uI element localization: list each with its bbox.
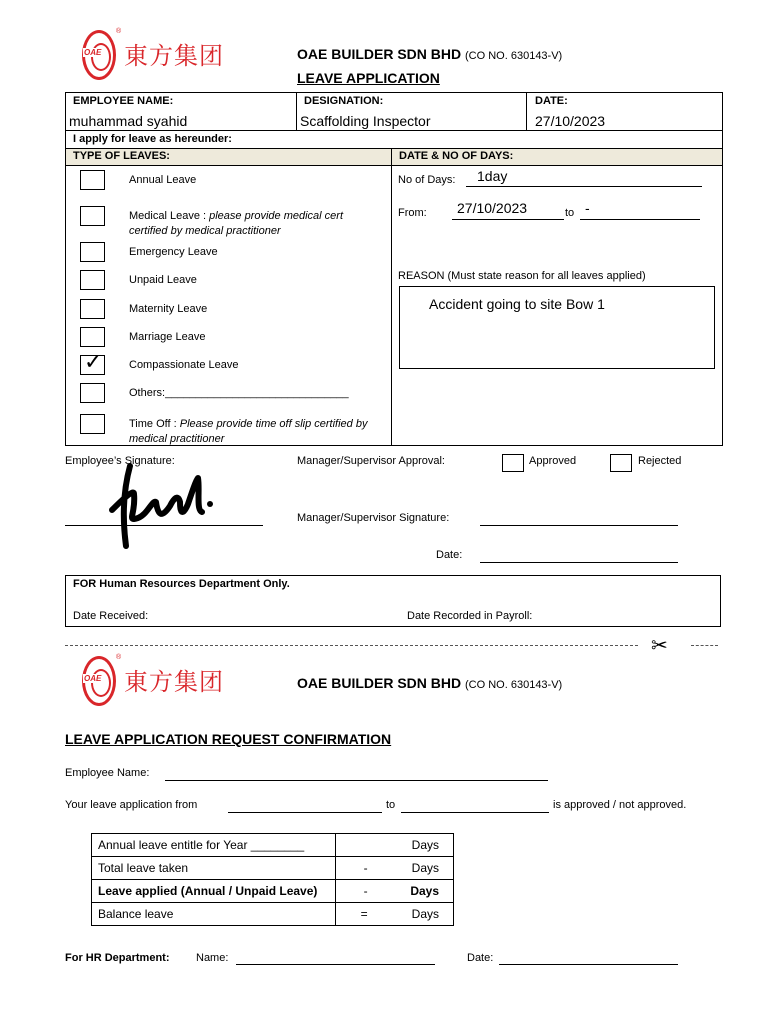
leave-type-label: Unpaid Leave (129, 274, 197, 286)
hr-department-label: For HR Department: (65, 952, 170, 964)
cut-line (65, 645, 638, 646)
date-sign-line[interactable] (480, 562, 678, 563)
leave-type-label: Time Off : Please provide time off slip certified by medical practitioner (129, 418, 368, 445)
leave-type-checkbox[interactable] (80, 414, 105, 434)
date-cell[interactable]: DATE: 27/10/2023 (526, 92, 723, 131)
table-row (92, 857, 454, 880)
leave-type-label: Medical Leave : please provide medical cert certified by medical practitioner (129, 210, 344, 237)
leave-type-checkbox[interactable] (80, 206, 105, 226)
designation-value: Scaffolding Inspector (300, 113, 431, 129)
leave-type-note: Please provide time off slip certified by medical practitioner (129, 418, 368, 445)
employee-name-value: muhammad syahid (69, 113, 188, 129)
conf-approved-text: is approved / not approved. (553, 799, 687, 811)
manager-signature-line[interactable] (480, 525, 678, 526)
balance-row-unit: Days (374, 857, 454, 880)
approved-label: Approved (529, 455, 577, 467)
no-of-days-label: No of Days: (398, 174, 456, 186)
employee-signature-label: Employee’s Signature: (65, 455, 175, 467)
logo-emblem-2: OAE (82, 656, 116, 706)
hr-name-label: Name: (196, 952, 229, 964)
balance-row-unit: Days (374, 880, 454, 903)
leave-balance-table (91, 833, 454, 926)
leave-type-checkbox[interactable] (80, 270, 105, 290)
to-value[interactable]: - (585, 200, 590, 216)
conf-application-from-label: Your leave application from (65, 799, 198, 811)
date-value: 27/10/2023 (535, 113, 606, 129)
company-reg-no: (CO NO. 630143-V) (465, 50, 563, 62)
leave-type-label: Emergency Leave (129, 246, 218, 258)
balance-row-label: Annual leave entitle for Year ________ (92, 834, 336, 857)
hr-name-line[interactable] (236, 964, 435, 965)
balance-row-unit: Days (374, 834, 454, 857)
apply-line: I apply for leave as hereunder: (65, 130, 723, 149)
company-name: OAE BUILDER SDN BHD (CO NO. 630143-V) (297, 46, 563, 62)
company-logo-2: OAE ® 東方集团 (82, 656, 232, 708)
leave-type-label: Others:______________________________ (129, 387, 349, 399)
from-value[interactable]: 27/10/2023 (457, 200, 528, 216)
hr-only-box: FOR Human Resources Department Only. Date Received: Date Recorded in Payroll: (65, 575, 721, 627)
balance-row-label: Balance leave (92, 903, 336, 926)
scissors-icon: ✂ (651, 633, 668, 657)
table-row (92, 903, 454, 926)
date-received-label: Date Received: (73, 610, 149, 622)
balance-row-unit: Days (374, 903, 454, 926)
days-header: DATE & NO OF DAYS: (391, 148, 723, 166)
no-of-days-value[interactable]: 1day (477, 168, 508, 184)
leave-type-checkbox[interactable] (80, 242, 105, 262)
manager-approval-label: Manager/Supervisor Approval: (297, 455, 445, 467)
leave-type-checkbox[interactable] (80, 299, 105, 319)
balance-row-operator[interactable]: - (336, 880, 374, 903)
from-label: From: (398, 207, 427, 219)
leave-type-label: Annual Leave (129, 174, 197, 186)
reason-value: Accident going to site Bow 1 (429, 296, 605, 312)
leave-type-label: Compassionate Leave (129, 359, 239, 371)
conf-to-label: to (386, 799, 396, 811)
conf-from-line[interactable] (228, 812, 382, 813)
employee-signature-image (100, 458, 220, 550)
reason-box[interactable] (399, 286, 715, 369)
leave-type-label: Marriage Leave (129, 331, 206, 343)
rejected-label: Rejected (638, 455, 682, 467)
balance-row-operator[interactable] (336, 834, 374, 857)
check-mark-icon: ✓ (84, 350, 103, 375)
conf-employee-name-line[interactable] (165, 780, 548, 781)
date-recorded-label: Date Recorded in Payroll: (407, 610, 533, 622)
approved-checkbox[interactable] (502, 454, 524, 472)
balance-row-label: Leave applied (Annual / Unpaid Leave) (92, 880, 336, 903)
manager-signature-label: Manager/Supervisor Signature: (297, 512, 450, 524)
logo-chinese-text: 東方集团 (124, 42, 224, 70)
reason-label: REASON (Must state reason for all leaves applied) (398, 270, 646, 282)
balance-row-operator[interactable]: - (336, 857, 374, 880)
confirmation-title: LEAVE APPLICATION REQUEST CONFIRMATION (65, 731, 392, 747)
to-label: to (565, 207, 575, 219)
table-row (92, 834, 454, 857)
form-title: LEAVE APPLICATION (297, 70, 440, 86)
leave-type-note: please provide medical cert certified by medical practitioner (129, 210, 344, 237)
logo-chinese-text-2: 東方集团 (124, 668, 224, 696)
hr-date-label: Date: (467, 952, 494, 964)
types-header: TYPE OF LEAVES: (65, 148, 392, 166)
leave-type-checkbox[interactable] (80, 350, 105, 375)
rejected-checkbox[interactable] (610, 454, 632, 472)
balance-row-label: Total leave taken (92, 857, 336, 880)
logo-emblem: OAE (82, 30, 116, 80)
leave-type-checkbox[interactable] (80, 170, 105, 190)
company-name-2: OAE BUILDER SDN BHD (CO NO. 630143-V) (297, 675, 563, 691)
date-sign-label: Date: (436, 549, 463, 561)
hr-date-line[interactable] (499, 964, 678, 965)
conf-employee-name-label: Employee Name: (65, 767, 150, 779)
company-logo: OAE ® 東方集团 (82, 30, 232, 82)
leave-type-checkbox[interactable] (80, 383, 105, 403)
conf-to-line[interactable] (401, 812, 549, 813)
table-row (92, 880, 454, 903)
balance-row-operator[interactable]: = (336, 903, 374, 926)
leave-type-checkbox[interactable] (80, 327, 105, 347)
designation-cell[interactable]: DESIGNATION: Scaffolding Inspector (296, 92, 527, 131)
leave-type-label: Maternity Leave (129, 303, 208, 315)
employee-name-cell[interactable]: EMPLOYEE NAME: muhammad syahid (65, 92, 297, 131)
